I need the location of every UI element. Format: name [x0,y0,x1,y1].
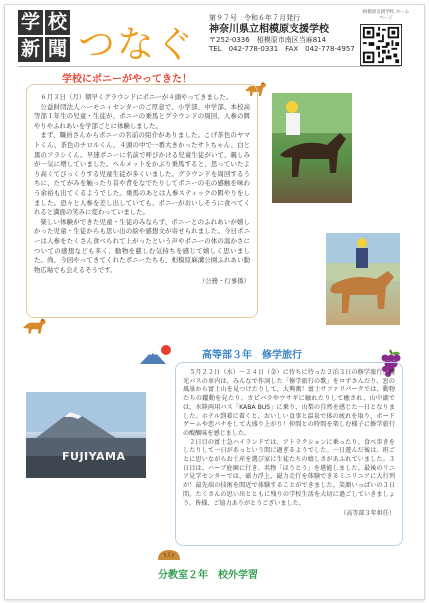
pony-icon [22,316,48,336]
article2-signature: （高等部３年担任） [340,510,395,518]
issue-number: 第９７号 令和６年７月発行 [209,14,300,22]
article1-body [34,93,250,287]
article3-headline: 分教室２年 校外学習 [158,570,258,581]
article2-paragraph: ２日目の富士急ハイランドでは、アトラクションに乗ったり、食べ歩きをしたりして一日があっという間に過ぎるようでした。一日遊んだ後は、班ごとに思いながらお土産を選び家に生徒たちの嬉しさがあふれていました。３日目は、ハーブ庭園に行き、名物「ほうとう」を堪能しました。最後のリニア見学センターでは、磁力浮上、磁力走行を体験できるミニリニアに大行列が！最先端の技術を間近で体験することができました。笑顔いっぱいの３日間。たくさんの思い出とともに残りの学校生活を大切に過ごしていきましょう。皆様、ご協力ありがとうございました。 [183,438,395,507]
qr-code-icon[interactable] [360,24,402,66]
article2-body [183,369,395,519]
school-phone: TEL 042-778-0331 FAX 042-778-4957 [209,45,355,53]
issue-info [209,14,355,54]
school-name: 神奈川県立相模原支援学校 [209,24,329,35]
school-address: 〒252-0336 相模原市南区当麻814 [209,36,327,44]
photo-pony-ride-2 [326,233,400,325]
article1-paragraph: ６月３日（月）朝早くグラウンドにポニーが４頭やってきました。 [40,93,233,101]
article2-paragraph: ５月２２日（水）〜２４日（金）に待ちに待った２泊３日の修学旅行。観光バスの車内は、みんなで作詞した「修学旅行の歌」をロずさんだり、窓の風景から富士山を見つけたりして、大興奮！富士サファリパークでは、動物たちの躍動を見たり、カピバラやウサギに触れたりして癒され、山中湖では、水陸両用バス「KABA BUS」に乗り、山梨の自然を感じた一日となりました。ホテル到着に着くと、おいしい食事と温泉で体の疲れを取り、ボードゲームや恋バナをして大盛り上がり！仲間との時間を楽しむ様子に修学旅行の醍醐味を感じました。 [183,369,395,437]
masthead-char: 聞 [45,37,70,62]
mount-fuji-icon [140,344,174,364]
pony-ride-illustration [272,93,352,203]
masthead-char: 学 [18,10,43,35]
article1-paragraph: 公益財団法人ハーモニィセンターのご厚意で、小学部、中学部、本校高等部１年生の児童・生徒が、ポニーの乗馬とグラウンドの周回、人参の餌やりやふれあいを学部ごとに体験しました。 [34,102,250,130]
photo-pony-ride-1 [272,93,352,203]
masthead-char: 校 [45,10,70,35]
bread-icon [156,548,182,562]
pony-walk-illustration [326,233,400,325]
masthead-logo [18,10,72,64]
header-divider [18,66,400,67]
article1-paragraph: 楽しい体験ができた児童・生徒のみならず、ポニーとのふれあいが嬉しかった児童・生徒からも思い出の絵や感想文が寄せられました。今日ポニーは人参をたくさん食べられて上がったという声やポニーの体の温かさについての感想なども多く、動物を慈しむ気持ちを感じて嬉しく思いました。尚、今回やってきてくれたポニーたちも、相模原麻溝公園ふれあい動物広場でも会えるそうです。 [34,217,250,274]
article1-paragraph: まず、職員さんからポニーの名前の紹介がありました。こげ茶色のヤマトくん、茶色のチロルくん、４頭の中で一番大きかったサトちゃん、白と黒のアラシくん。早速ポニーに名前で呼びかける児童生徒がいて、親しみが一気に増していました。ヘルメットをかぶり乗馬すると、思っていたより高くてびっくりする児童生徒が多くいました。グラウンドを周回するうちに、たてがみを触ったり首や背をなでたりしてポニーの毛の感触を味わう余裕も出てくるようでした。乗馬のあとは人参スティックの餌やりをしました。恐々と人参を差し出していても、ポニーがおいしそうに食べてくれると満面の笑みに変わっていました。 [34,131,250,217]
article2-headline: 高等部３年 修学旅行 [202,350,302,361]
qr-label: 相模原支援学校 ホームページ [362,10,410,21]
newsletter-title: つなぐ [78,23,195,66]
article1-headline: 学校にポニーがやってきた！ [62,74,192,85]
fujiyama-sign: FUJIYAMA [62,450,126,463]
fujiyama-illustration [26,392,146,478]
article1-signature: （公務・行事係） [198,277,250,286]
masthead-char: 新 [18,37,43,62]
photo-fujiyama [26,392,146,478]
